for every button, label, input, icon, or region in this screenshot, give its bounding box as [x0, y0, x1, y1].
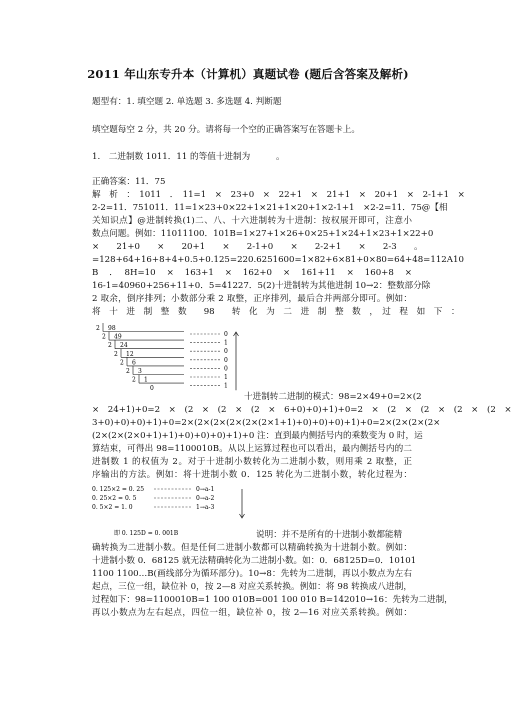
figure2-caption: 说明：并不是所有的十进制小数都能精	[256, 530, 403, 540]
dividend-label: 49	[114, 333, 122, 341]
dividend-label: 6	[132, 359, 136, 367]
paragraph-line: 十进制小数 0．68125 就无法精确转化为二进制小数。如：0．68125D=0．10101	[92, 556, 417, 566]
paragraph-line: × 24+1)+0=2 × (2 × (2 × (2 × 6+0)+0)+1)+0=2 × (2 × (2 × (2 × (2 ×	[92, 405, 512, 415]
remainder-label: 1	[224, 374, 228, 381]
figure1-caption: 十进制转二进制的模式：98=2×49+0=2×(2	[244, 392, 422, 402]
remainder-label: 0	[224, 365, 228, 373]
paragraph-line: 过程如下：98=1100010B=1 100 010B=001 100 010 B=142010→16：先转为二进制，	[92, 595, 453, 605]
dividend-label: 24	[120, 342, 128, 350]
dividend-label: 1	[144, 376, 148, 384]
paragraph-line: 再以小数点为左右起点，四位一组，缺位补 0，按 2—16 对应关系转换。例如：	[92, 608, 412, 618]
step-result: 0→a-1	[196, 486, 215, 493]
divisor-label: 2	[114, 350, 118, 358]
divisor-label: 2	[96, 325, 100, 332]
paragraph-line: 确转换为二进制小数。但是任何二进制小数都可以精确转换为十进制小数。例如：	[92, 543, 412, 553]
answer-line: 正确答案：11．75	[92, 177, 166, 187]
step-expression: 0. 5×2 = 1. 0	[92, 504, 133, 511]
divisor-label: 2	[126, 368, 130, 375]
explanation-line: 解 析 ： 1011 ． 11=1 × 23+0 × 22+1 × 21+1 × 20+1 × 2-1+1 ×	[92, 190, 465, 200]
question-types-line: 题型有：1. 填空题 2. 单选题 3. 多选题 4. 判断题	[92, 97, 282, 107]
step-expression: 0. 125×2 = 0. 25	[92, 486, 145, 493]
step-result: 1→a-3	[196, 504, 215, 511]
doc-title: 2011 年山东专升本（计算机）真题试卷 (题后含答案及解析)	[87, 67, 409, 81]
paragraph-line: 起点，三位一组，缺位补 0，按 2—8 对应关系转换。例如：将 98 转换成八进制，	[92, 582, 412, 592]
divisor-label: 2	[120, 359, 124, 367]
explanation-line: 关知识点】@进制转换(1)二、八、十六进制转为十进制：按权展开即可，注意小	[92, 216, 412, 226]
explanation-line: 数点问题。例如：11011100．101B=1×27+1×26+0×25+1×24+1×23+1×22+0	[92, 229, 434, 239]
explanation-line: 16-1=40960+256+11+0．5=41227．5(2)十进制转为其他进制 10→2：整数部分除	[92, 281, 431, 291]
conversion-result: 即 0. 125D = 0. 001B	[114, 530, 179, 537]
paragraph-line: 3+0)+0)+0)+1)+0=2×(2×(2×(2×(2×(2×1+1)+0)+0)+0)+1)+0=2×(2×(2×(2×	[92, 418, 441, 428]
remainder-label: 1	[224, 339, 228, 347]
paragraph-line: 算结束，可得出 98=1100010B。从以上运算过程也可以看出，最内侧括号内的二	[92, 444, 412, 454]
step-expression: 0. 25×2 = 0. 5	[92, 495, 137, 502]
remainder-label: 0	[224, 356, 228, 364]
step-result: 0→a-2	[196, 495, 215, 502]
question-1: 1. 二进制数 1011．11 的等值十进制为 。	[92, 152, 285, 162]
divisor-label: 2	[108, 342, 112, 350]
multiply-by-2-figure	[92, 483, 252, 543]
remainder-label: 0	[224, 348, 228, 356]
explanation-line: × 21+0 × 20+1 × 2-1+0 × 2-2+1 × 2-3 。	[92, 242, 423, 252]
paragraph-line: (2×(2×(2×0+1)+1)+0)+0)+0)+1)+0 注：直到最内侧括号内的乘数变为 0 时，运	[92, 431, 423, 441]
paragraph-line: 进制数 1 的权值为 2。对于十进制小数转化为二进制小数，则用乘 2 取整，正	[92, 457, 412, 467]
explanation-line: 2-2=11．751011．11=1×23+0×22+1×21+1×20+1×2-1+1 ×2-2=11．75@【相	[92, 203, 448, 213]
dividend-label: 3	[138, 368, 142, 375]
paragraph-line: 序输出的方法。例如：将十进制小数 0．125 转化为二进制小数，转化过程为：	[92, 470, 412, 480]
division-by-2-figure	[92, 322, 242, 400]
explanation-line: 2 取余，倒序排列；小数部分乘 2 取整，正序排列，最后合并两部分即可。例如：	[92, 294, 412, 304]
remainder-label: 1	[224, 382, 228, 390]
divisor-label: 2	[102, 333, 106, 341]
explanation-line: =128+64+16+8+4+0.5+0.125=220.6251600=1×82+6×81+0×80=64+48=112A10	[92, 255, 464, 265]
dividend-label: 98	[108, 325, 116, 332]
dividend-label: 12	[126, 350, 134, 358]
explanation-line: 将 十 进 制 整 数 98 转 化 为 二 进 制 整 数 ， 过 程 如 下 ：	[92, 307, 460, 317]
paragraph-line: 1100 1100…B(画线部分为循环部分)。10→8：先转为二进制，再以小数点为左右	[92, 569, 412, 579]
explanation-line: B ． 8H=10 × 163+1 × 162+0 × 161+11 × 160+8 ×	[92, 268, 412, 278]
remainder-label: 0	[224, 331, 228, 338]
dividend-label: 0	[150, 385, 154, 393]
divisor-label: 2	[132, 376, 136, 384]
section-instructions: 填空题每空 2 分，共 20 分。请将每一个空的正确答案写在答题卡上。	[92, 125, 360, 135]
